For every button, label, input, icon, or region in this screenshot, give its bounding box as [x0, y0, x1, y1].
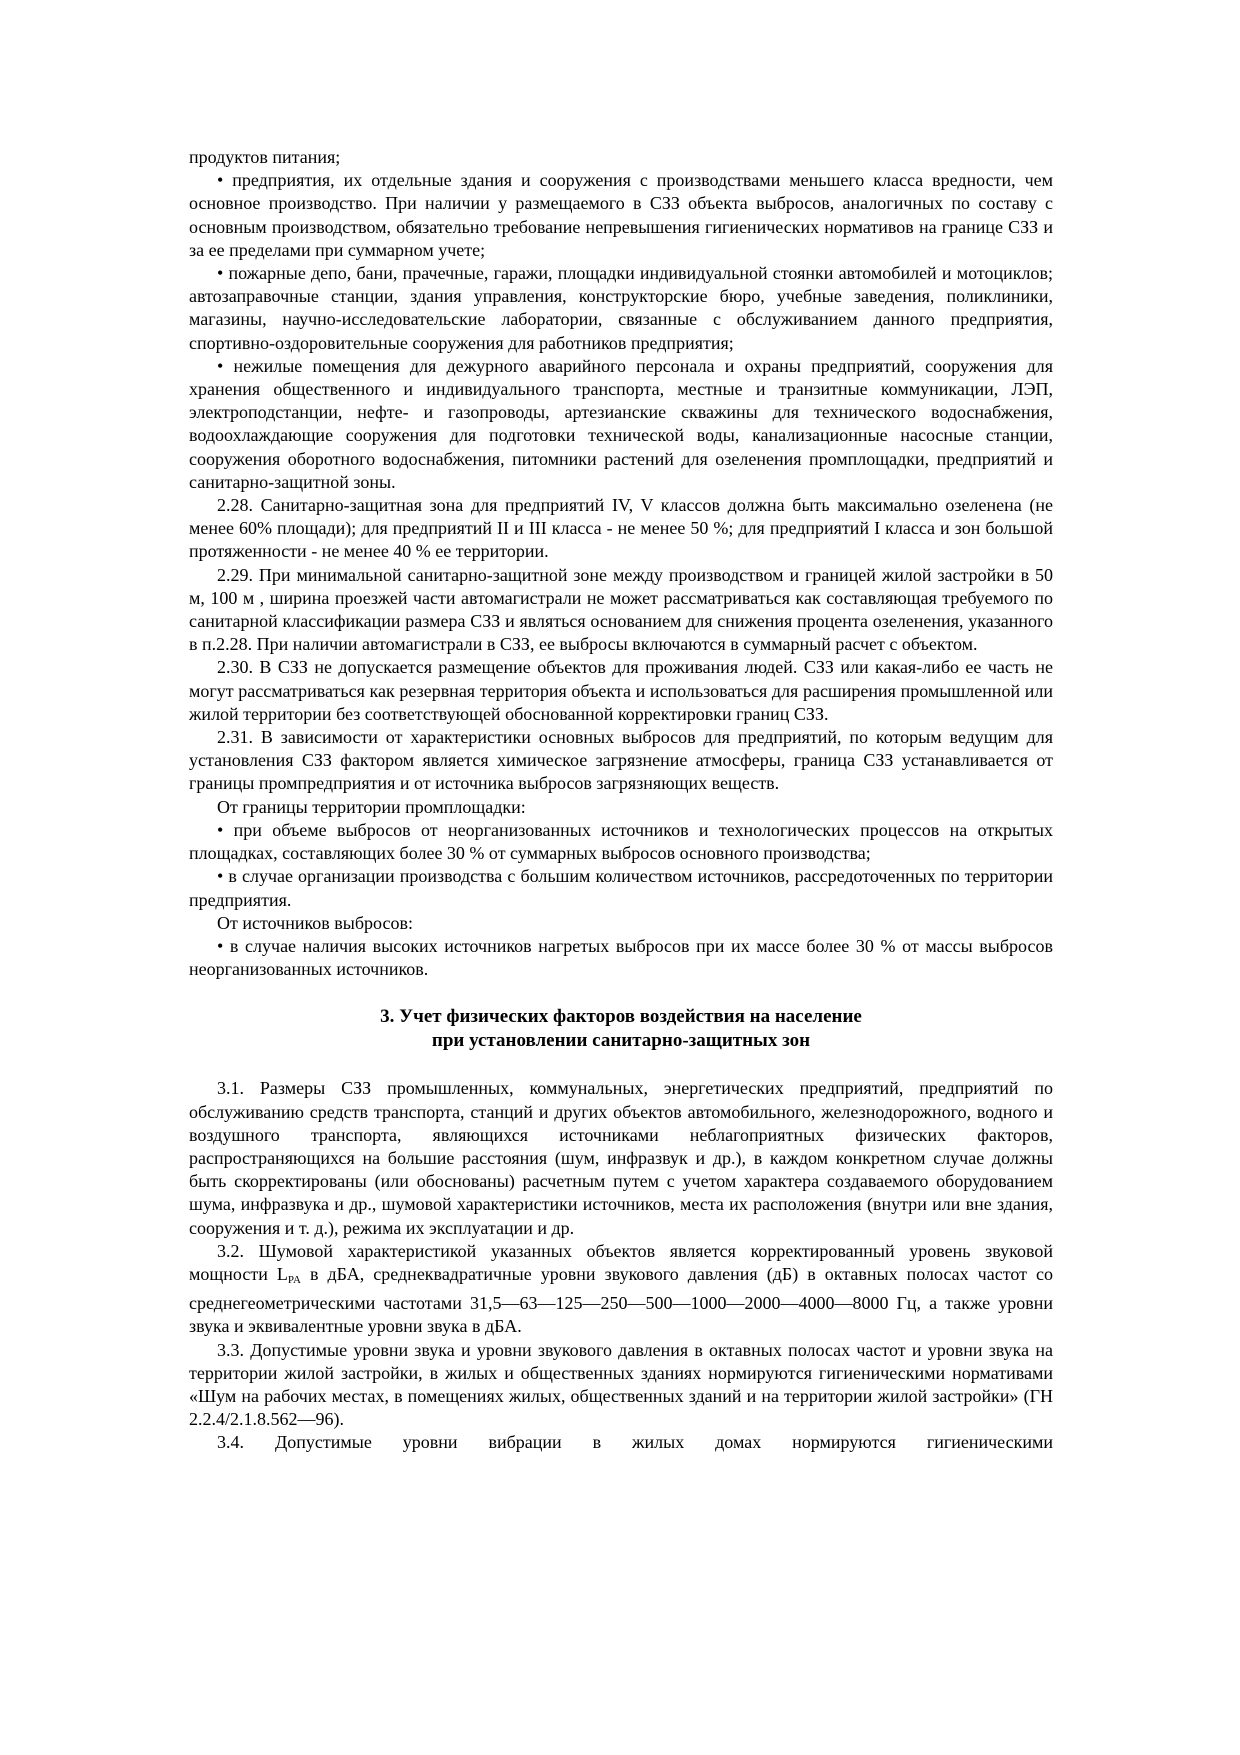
section-3-heading-line-1: 3. Учет физических факторов воздействия на население — [380, 1006, 862, 1028]
clause-2-29: 2.29. При минимальной санитарно-защитной зоне между производством и границей жилой застройки в 50 м, 100 м , ширина проезжей части автомагистрали не может рассматриваться как составляющая требуемого по санитарной классификации размера СЗЗ и являться основанием для снижения процента озеленения, указанного в п.2.28. При наличии автомагистрали в СЗЗ, ее выбросы включаются в суммарный расчет с объектом. — [189, 564, 1053, 655]
section-3-heading — [189, 1005, 1053, 1053]
list-item-bullet-5: • в случае организации производства с большим количеством источников, рассредоточенных по территории предприятия. — [189, 866, 1053, 910]
clause-3-2-text-b: в дБА, среднеквадратичные уровни звукового давления (дБ) в октавных полосах частот со среднегеометрическими частотами 31,5—63—125—250—500—1000—2000—4000—8000 Гц, а также уровни звука и эквивалентные уровни звука в дБА. — [189, 1263, 1053, 1337]
list-item-bullet-2: • пожарные депо, бани, прачечные, гаражи, площадки индивидуальной стоянки автомобилей и мотоциклов; автозаправочные станции, здания управления, конструкторские бюро, учебные заведения, поликлиники, магазины, научно-исследовательские лаборатории, связанные с обслуживанием данного предприятия, спортивно-оздоровительные сооружения для работников предприятия; — [189, 263, 1053, 353]
list-item-bullet-4: • при объеме выбросов от неорганизованных источников и технологических процессов на открытых площадках, составляющих более 30 % от суммарных выбросов основного производства; — [189, 819, 1053, 864]
clause-2-28: 2.28. Санитарно-защитная зона для предприятий IV, V классов должна быть максимально озеленена (не менее 60% площади); для предприятий II и III класса - не менее 50 %; для предприятий I класса и зон большой протяженности - не менее 40 % ее территории. — [189, 495, 1053, 562]
list-item-bullet-1: • предприятия, их отдельные здания и сооружения с производствами меньшего класса вредности, чем основное производство. При наличии у размещаемого в СЗЗ объекта выбросов, аналогичных по составу с основным производством, обязательно требование непревышения гигиенических нормативов на границе СЗЗ и за ее пределами при суммарном учете; — [189, 170, 1053, 260]
list-item-bullet-6: • в случае наличия высоких источников нагретых выбросов при их массе более 30 % от массы выбросов неорганизованных источников. — [189, 935, 1053, 980]
clause-3-2-subscript: PA — [287, 1273, 301, 1286]
section-3-heading-line-2: при установлении санитарно-защитных зон — [431, 1030, 811, 1052]
clause-3-4: 3.4. Допустимые уровни вибрации в жилых домах нормируются гигиеническими — [217, 1432, 1053, 1453]
clause-3-1: 3.1. Размеры СЗЗ промышленных, коммунальных, энергетических предприятий, предприятий по обслуживанию средств транспорта, станций и других объектов автомобильного, железнодорожного, водного и воздушного транспорта, являющихся источниками неблагоприятных физических факторов, распространяющихся на большие расстояния (шум, инфразвук и др.), в каждом конкретном случае должны быть скорректированы (или обоснованы) расчетным путем с учетом характера создаваемого оборудованием шума, инфразвука и др., шумовой характеристики источников, места их расположения (внутри или вне здания, сооружения и т. д.), режима их эксплуатации и др. — [189, 1078, 1053, 1238]
list-item-bullet-3: • нежилые помещения для дежурного аварийного персонала и охраны предприятий, сооружения для хранения общественного и индивидуального транспорта, местные и транзитные коммуникации, ЛЭП, электроподстанции, нефте- и газопроводы, артезианские скважины для технического водоснабжения, водоохлаждающие сооружения для подготовки технической воды, канализационные насосные станции, сооружения оборотного водоснабжения, питомники растений для озеленения промплощадки, предприятий и санитарно-защитной зоны. — [189, 355, 1053, 492]
clause-3-2-text-a: 3.2. Шумовой характеристикой указанных объектов является корректированный уровень звуковой мощности L — [189, 1240, 1053, 1284]
clause-2-31: 2.31. В зависимости от характеристики основных выбросов для предприятий, по которым ведущим для установления СЗЗ фактором является химическое загрязнение атмосферы, граница СЗЗ устанавливается от границы промпредприятия и от источника выбросов загрязняющих веществ. — [189, 727, 1053, 794]
paragraph-continuation: продуктов питания; — [189, 147, 341, 167]
subheading-emission-sources: От источников выбросов: — [217, 912, 413, 933]
clause-2-30: 2.30. В СЗЗ не допускается размещение объектов для проживания людей. СЗЗ или какая-либо ее часть не могут рассматриваться как резервная территория объекта и использоваться для расширения промышленной или жилой территории без соответствующей обоснованной корректировки границ СЗЗ. — [189, 657, 1053, 724]
document-page — [189, 146, 1053, 1455]
clause-3-2 — [189, 1240, 1053, 1339]
clause-3-3: 3.3. Допустимые уровни звука и уровни звукового давления в октавных полосах частот и уровни звука на территории жилой застройки, в жилых и общественных зданиях нормируются гигиеническими нормативами «Шум на рабочих местах, в помещениях жилых, общественных зданий и на территории жилой застройки» (ГН 2.2.4/2.1.8.562—96). — [189, 1339, 1053, 1430]
subheading-site-boundary: От границы территории промплощадки: — [217, 796, 526, 817]
